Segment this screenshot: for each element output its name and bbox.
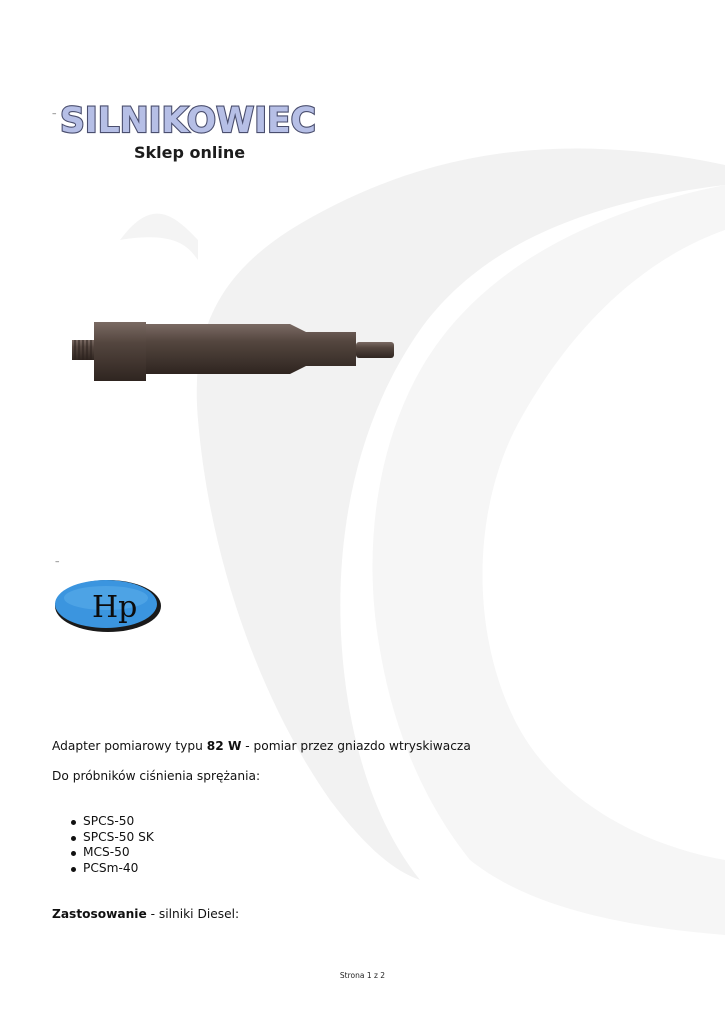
link-marker: – (52, 109, 57, 119)
adapter-product-image (70, 314, 400, 384)
page-number: Strona 1 z 2 (339, 971, 386, 980)
maker-logo (52, 576, 164, 634)
list-item: SPCS-50 SK (52, 830, 154, 846)
link-marker: – (55, 557, 60, 567)
svg-text:Hp: Hp (92, 590, 138, 625)
list-item: PCSm-40 (52, 861, 154, 877)
list-item: SPCS-50 (52, 814, 154, 830)
adapter-type: 82 W (206, 739, 242, 753)
svg-text:Sklep online: Sklep online (134, 143, 246, 162)
testers-heading: Do próbników ciśnienia sprężania: (52, 769, 261, 783)
thread-end (72, 340, 96, 360)
silnikowiec-logo (58, 96, 328, 166)
list-item: MCS-50 (52, 845, 154, 861)
intro-paragraph: Adapter pomiarowy typu 82 W - pomiar przez gniazdo wtryskiwacza (52, 739, 471, 753)
svg-text:SILNIKOWIEC: SILNIKOWIEC (60, 101, 316, 141)
usage-paragraph: Zastosowanie - silniki Diesel: (52, 907, 240, 921)
tester-list (52, 814, 154, 876)
